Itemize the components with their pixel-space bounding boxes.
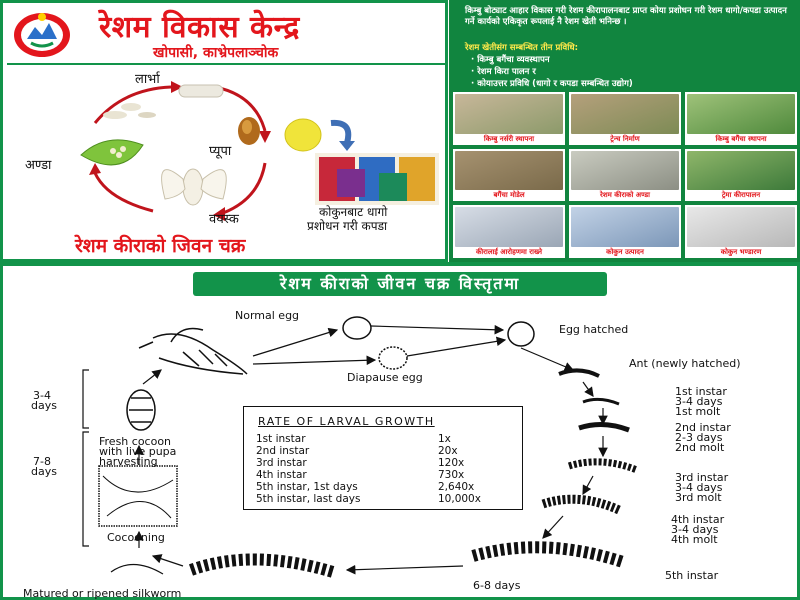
label-days-3-4-unit: days [31,399,57,412]
info-panel [449,0,800,262]
blue-arrow-icon [331,123,348,143]
photo-image [571,207,679,247]
photo-caption: कोकुन भण्डारण [720,248,762,256]
ant-larva-drawing [559,370,599,376]
label-days-3-4: 3-4 [33,389,51,402]
label-instar1-molt: 1st molt [675,405,721,418]
photo-caption: किम्बु बगैंचा स्थापना [715,134,767,143]
info-paragraph: किम्बु बोट्याट आहार विकास गरी रेशम कीरापालनबाट प्राप्त कोया प्रशोधन गरी रेशम धागो/कपडा उत्पादन गर्ने कार्यको एकिकृत रूपलाई नै रेशम खेती भनिन्छ । [465,6,787,27]
duration-bracket [83,370,89,546]
label-diapause-egg: Diapause egg [347,371,423,384]
rate-row-value: 2,640x [438,481,475,493]
rate-row-value: 1x [438,433,451,445]
label-days-7-8-unit: days [31,465,57,478]
cocooning-frame-drawing [99,466,177,526]
photo-image [571,94,679,134]
label-cocooning: Cocooning [107,531,165,544]
stage-label-adult: वयस्क [209,212,239,227]
moth-drawing [139,329,247,375]
label-instar1-days: 3-4 days [675,395,723,408]
label-instar4-molt: 4th molt [671,533,718,546]
label-instar3: 3rd instar [675,471,729,484]
diapause-egg-drawing [379,347,407,369]
egg-leaf-illustration [81,140,143,165]
photo-image [687,151,795,191]
rate-row-stage: 1st instar [256,433,306,445]
photo-image [687,207,795,247]
label-instar2-molt: 2nd molt [675,441,725,454]
stage-label-silk-2: प्रशोधन गरी कपडा [307,219,388,233]
info-list [471,54,633,90]
rate-of-larval-growth-table [243,406,523,510]
photo-caption: ट्रेन्च निर्माण [610,134,640,143]
label-with-pupa: with live pupa [99,445,177,458]
detail-banner-title: रेशम कीराको जीवन चक्र विस्तृतमा [279,274,521,293]
photo-caption: कोकुन उत्पादन [606,248,644,256]
photo-image [455,94,563,134]
rate-row-stage: 4th instar [256,469,307,481]
photo-card [453,205,565,258]
instar3-drawing [569,462,637,470]
info-list-item: · किम्बु बगैंचा व्यवस्थापन [471,54,633,66]
label-instar2-days: 2-3 days [675,431,723,444]
top-band [0,0,800,262]
label-instar5: 5th instar [665,569,719,582]
photo-image [571,151,679,191]
rate-row-stage: 3rd instar [256,457,307,469]
rate-row-value: 730x [438,469,465,481]
cycle-arrow-bottom-right [223,163,265,213]
photo-grid [453,92,797,258]
photo-caption: ट्रेमा कीरापालन [721,191,761,200]
photo-card [569,149,681,202]
photo-card [685,92,797,145]
info-list-item: · रेशम किरा पालन र [471,66,633,78]
photo-card [685,205,797,258]
instar5-drawing [473,547,623,562]
label-normal-egg: Normal egg [235,309,300,322]
photo-image [455,207,563,247]
label-fresh-cocoon: Fresh cocoon [99,435,172,448]
label-instar3-days: 3-4 days [675,481,723,494]
instar2-drawing [579,424,629,430]
photo-card [569,205,681,258]
photo-card [569,92,681,145]
label-instar3-molt: 3rd molt [675,491,722,504]
stage-label-silk-1: कोकुनबाट धागो [319,205,388,219]
pupa-illustration [238,117,260,145]
label-days-6-8: 6-8 days [473,579,521,592]
org-subtitle: खोपासी, काभ्रेपलाञ्चोक [153,45,279,61]
label-matured-silkworm: Matured or ripened silkworm [23,587,182,600]
fresh-cocoon-drawing [127,390,155,430]
cycle-arrow-bottom-left [95,173,153,211]
lifecycle-panel [0,0,448,262]
label-egg-hatched: Egg hatched [559,323,629,336]
detailed-lifecycle-diagram [0,262,800,600]
label-instar4: 4th instar [671,513,725,526]
label-ant: Ant (newly hatched) [629,357,741,370]
label-harvesting: harvesting [99,455,158,468]
info-heading: रेशम खेतीसंग सम्बन्धित तीन प्रविधि: [465,43,579,53]
rate-row-stage: 5th instar, last days [256,493,361,505]
photo-caption: कीरालाई आरोहणमा राख्ने [475,248,543,256]
hatched-egg-drawing [508,322,534,346]
lifecycle-title: रेशम कीराको जिवन चक्र [75,235,246,257]
label-instar4-days: 3-4 days [671,523,719,536]
info-list-item: · कोयाउत्तर प्रविधि (धागो र कपडा सम्बन्धित उद्योग) [471,78,633,90]
stage-label-pupa: प्यूपा [209,144,232,159]
rate-row-stage: 5th instar, 1st days [256,481,358,493]
stage-label-larva: लार्भा [135,72,160,87]
adult-moth-illustration [162,169,227,205]
label-instar1: 1st instar [675,385,727,398]
silk-cloth-illustration [315,153,439,205]
photo-card [453,149,565,202]
photo-image [455,151,563,191]
photo-caption: किम्बु नर्सरी स्थापना [483,134,535,143]
rate-row-stage: 2nd instar [256,445,310,457]
rate-row-value: 10,000x [438,493,481,505]
matured-silkworm-drawing [191,559,333,572]
cocoon-illustration [285,119,321,151]
instar1-drawing [583,399,619,404]
label-days-7-8: 7-8 [33,455,51,468]
rate-row-value: 20x [438,445,458,457]
rate-table-title: RATE OF LARVAL GROWTH [258,415,435,428]
photo-card [453,92,565,145]
normal-egg-drawing [343,317,371,339]
org-title: रेशम विकास केन्द्र [99,10,300,45]
photo-card [685,149,797,202]
photo-image [687,94,795,134]
instar4-drawing [543,499,619,510]
stage-label-egg: अण्डा [25,158,52,173]
rate-row-value: 120x [438,457,465,469]
photo-caption: बगैंचा मोडेल [493,191,525,200]
label-instar2: 2nd instar [675,421,731,434]
photo-caption: रेशम कीराको अण्डा [600,191,650,200]
